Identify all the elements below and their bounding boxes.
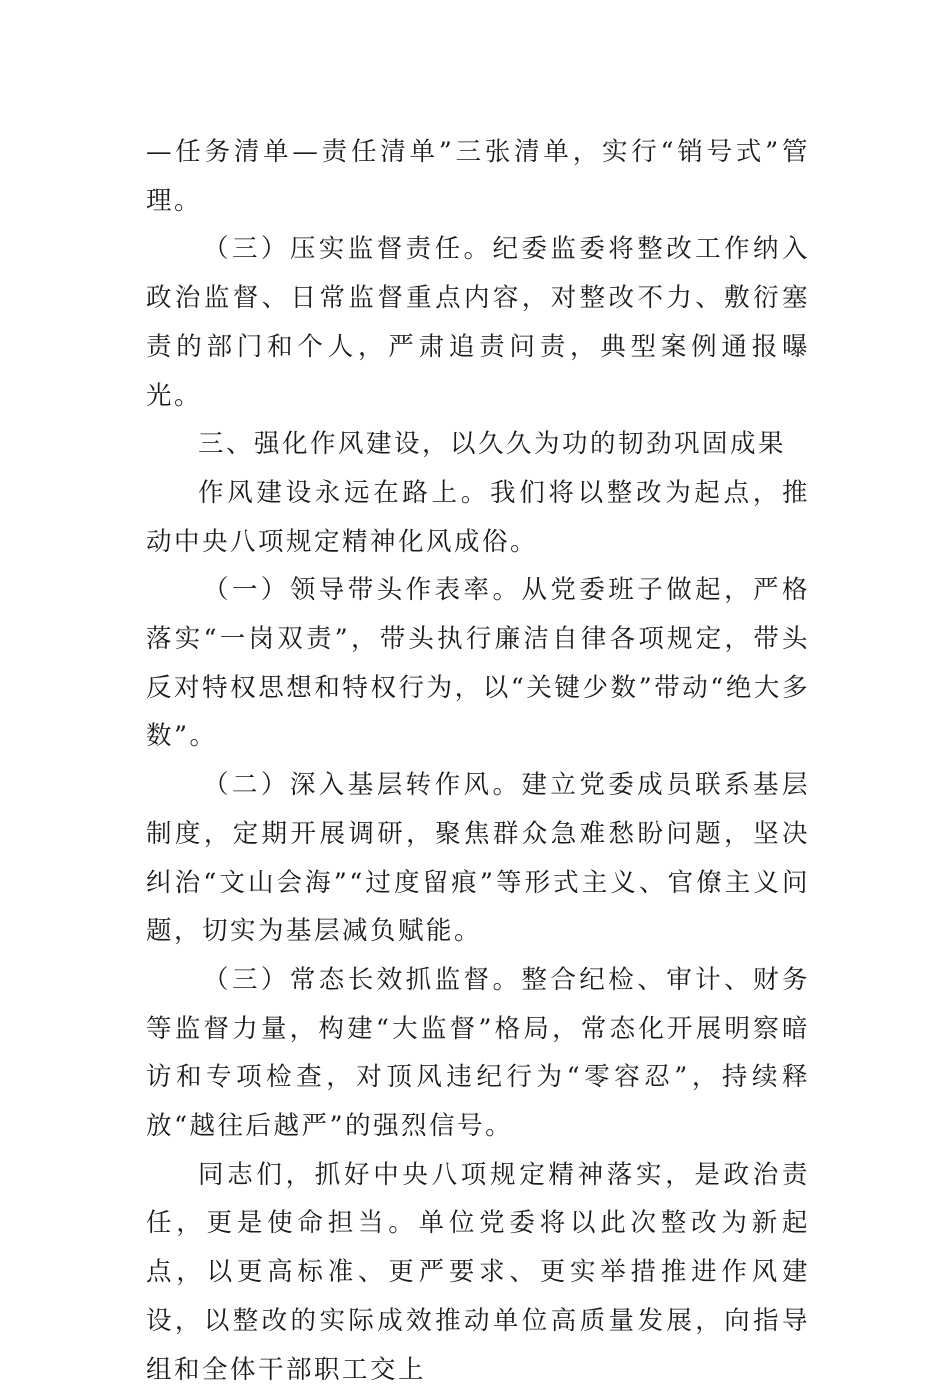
paragraph-leaders-set-example: （一）领导带头作表率。从党委班子做起，严格落实“一岗双责”，带头执行廉洁自律各项规定，带头反对特权思想和特权行为，以“关键少数”带动“绝大多数”。 (146, 575, 810, 752)
document-body (146, 128, 810, 1394)
paragraph-supervision-responsibility: （三）压实监督责任。纪委监委将整改工作纳入政治监督、日常监督重点内容，对整改不力、敷衍塞责的部门和个人，严肃追责问责，典型案例通报曝光。 (146, 234, 810, 411)
section-heading-three: 三、强化作风建设，以久久为功的韧劲巩固成果 (198, 429, 787, 460)
paragraph-closing: 同志们，抓好中央八项规定精神落实，是政治责任，更是使命担当。单位党委将以此次整改为新起点，以更高标准、更严要求、更实举措推进作风建设，以整改的实际成效推动单位高质量发展，向指导组和全体干部职工交上 (146, 1159, 810, 1385)
paragraph-style-building-intro: 作风建设永远在路上。我们将以整改为起点，推动中央八项规定精神化风成俗。 (146, 477, 810, 557)
paragraph-regular-supervision: （三）常态长效抓监督。整合纪检、审计、财务等监督力量，构建“大监督”格局，常态化开展明察暗访和专项检查，对顶风违纪行为“零容忍”，持续释放“越往后越严”的强烈信号。 (146, 964, 810, 1142)
paragraph-grassroots-style: （二）深入基层转作风。建立党委成员联系基层制度，定期开展调研，聚焦群众急难愁盼问题，坚决纠治“文山会海”“过度留痕”等形式主义、官僚主义问题，切实为基层减负赋能。 (146, 770, 810, 947)
paragraph-continuation: —任务清单—责任清单”三张清单，实行“销号式”管理。 (146, 137, 810, 216)
